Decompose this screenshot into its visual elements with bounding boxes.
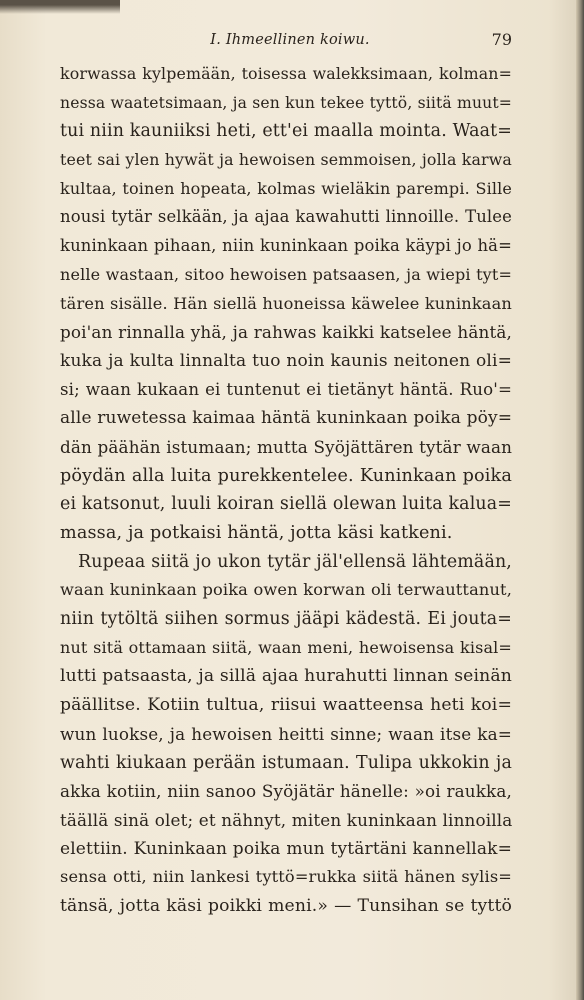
text-line: alle ruwetessa kaimaa häntä kuninkaan poika pöy= [60, 408, 512, 429]
text-line: teet sai ylen hywät ja hewoisen semmoisen, jolla karwa [60, 150, 512, 170]
text-line: poi'an rinnalla yhä, ja rahwas kaikki katselee häntä, [60, 322, 512, 343]
text-line: kuninkaan pihaan, niin kuninkaan poika käypi jo hä= [60, 236, 512, 256]
text-line: wahti kiukaan perään istumaan. Tulipa ukkokin ja [60, 752, 512, 773]
running-title: I. Ihmeellinen koiwu. [210, 32, 370, 48]
text-line: korwassa kylpemään, toisessa walekksimaan, kolman= [60, 64, 512, 83]
text-line: ei katsonut, luuli koiran siellä olewan luita kalua= [60, 494, 512, 515]
text-line: niin tytöltä siihen sormus jääpi kädestä. Ei jouta= [60, 609, 512, 630]
text-line: päällitse. Kotiin tultua, riisui waatteensa heti koi= [60, 695, 512, 716]
page-binding-edge [576, 0, 584, 1000]
body-text [60, 60, 512, 921]
text-line-paragraph-start: Rupeaa siitä jo ukon tytär jäl'ellensä lähtemään, [78, 551, 512, 572]
text-line: nelle wastaan, sitoo hewoisen patsaasen, ja wiepi tyt= [60, 264, 512, 284]
text-line: nessa waatetsimaan, ja sen kun tekee tyttö, siitä muut= [60, 93, 512, 112]
text-line: sensa otti, niin lankesi tyttö=rukka siitä hänen sylis= [60, 867, 512, 887]
text-line: si; waan kukaan ei tuntenut ei tietänyt häntä. Ruo'= [60, 379, 512, 399]
text-line: elettiin. Kuninkaan poika mun tytärtäni kannellak= [60, 838, 512, 859]
text-line: tänsä, jotta käsi poikki meni.» — Tunsihan se tyttö [60, 895, 512, 916]
text-line: wun luokse, ja hewoisen heitti sinne; waan itse ka= [60, 723, 512, 744]
text-line: kultaa, toinen hopeata, kolmas wieläkin parempi. Sille [60, 178, 512, 198]
text-line: nut sitä ottamaan siitä, waan meni, hewoisensa kisal= [60, 637, 512, 657]
text-line: nousi tytär selkään, ja ajaa kawahutti linnoille. Tulee [60, 207, 512, 227]
page-number: 79 [491, 30, 512, 49]
text-line: waan kuninkaan poika owen korwan oli terwauttanut, [60, 580, 512, 600]
text-line: lutti patsaasta, ja sillä ajaa hurahutti linnan seinän [60, 666, 512, 687]
text-line-paragraph-end: massa, ja potkaisi häntä, jotta käsi katkeni. [60, 523, 453, 543]
page-header [60, 28, 520, 58]
page-edge-shadow [0, 0, 120, 14]
text-line: pöydän alla luita purekkentelee. Kuninkaan poika [60, 465, 512, 486]
text-line: akka kotiin, niin sanoo Syöjätär hänelle: »oi raukka, [60, 781, 512, 802]
text-line: tui niin kauniiksi heti, ett'ei maalla mointa. Waat= [60, 121, 512, 142]
text-line: täällä sinä olet; et nähnyt, miten kuninkaan linnoilla [60, 809, 512, 830]
text-line: kuka ja kulta linnalta tuo noin kaunis neitonen oli= [60, 350, 512, 371]
text-line: tären sisälle. Hän siellä huoneissa käwelee kuninkaan [60, 293, 512, 313]
text-line: dän päähän istumaan; mutta Syöjättären tytär waan [60, 436, 512, 457]
